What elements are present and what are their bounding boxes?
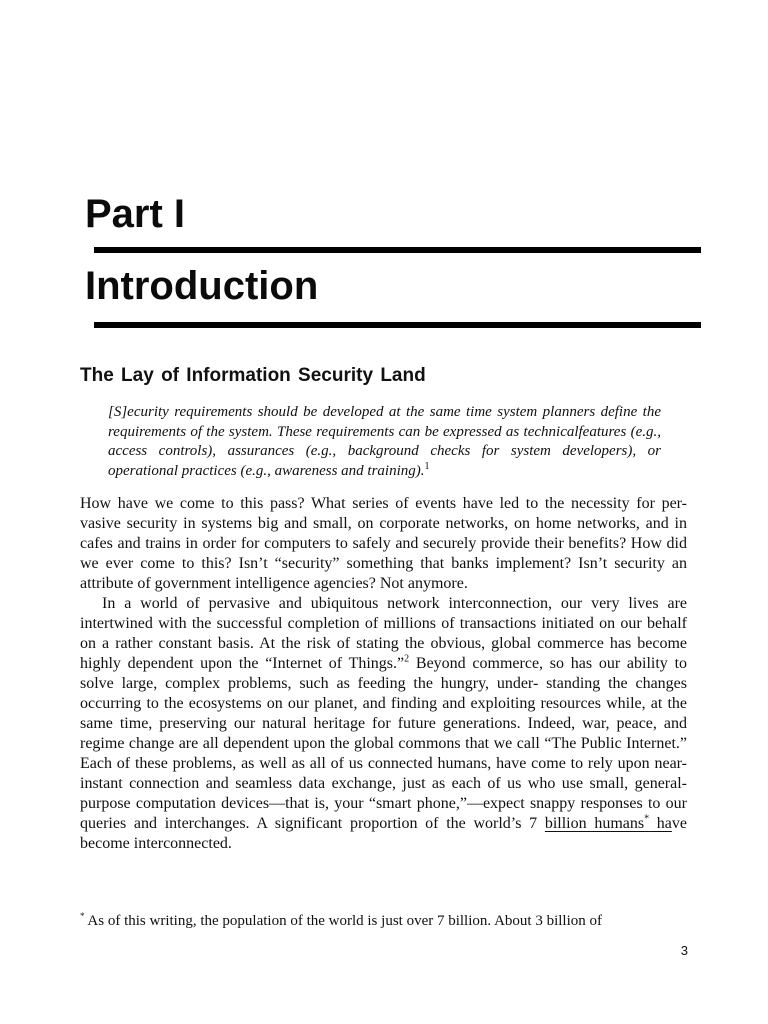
paragraph-2	[80, 594, 687, 854]
title-rule-bottom	[94, 322, 701, 328]
paragraph-2-text-a: In a world of pervasive and ubiquitous network interconnection, our very lives are intertwined with the successful completion of millions of transactions initiated on our behalf on a rather constant basis. At the risk of stating the obvious, global commerce has become highly dependent upon the “Internet of Things.”	[80, 595, 687, 672]
paragraph-1: How have we come to this pass? What series of events have led to the necessity for per- vasive security in systems big and small, on corporate networks, on home networks, and in cafes and trains in order for computers to safely and securely provide their benefits? How did we ever come to this? Isn’t “security” something that banks implement? Isn’t security an attribute of government intelligence agencies? Not anymore.	[80, 495, 687, 592]
footnote-reference-marker: *	[644, 813, 650, 825]
part-title: Part I	[85, 192, 186, 236]
epigraph-text: [S]ecurity requirements should be developed at the same time system planners define the requirements of the system. These requirements can be expressed as technicalfeatures (e.g., access controls), assurances (e.g., background checks for system developers), or operational practices (e.g., awareness and training).	[108, 404, 661, 479]
paragraph-2-text-b: Beyond commerce, so has our ability to solve large, complex problems, such as feeding the hungry, under- standing the changes occurring to the ecosystems on our planet, and finding and exploiting resources while, at the same time, preserving our natural heritage for future generations. Indeed, war, peace, and regime change are all dependent upon the global commons that we call “The Public Internet.” Each of these problems, as well as all of us connected humans, have come to rely upon near-instant connection and seamless data exchange, just as each of us who use small, general- purpose computation devices—that is, your “smart phone,”—expect snappy responses to our queries and interchanges. A significant proportion of the world’s 7	[80, 655, 688, 832]
underlined-phrase-tail: ha	[649, 815, 672, 832]
epigraph	[108, 403, 661, 481]
endnote-marker-2: 2	[404, 653, 410, 665]
section-heading: The Lay of Information Security Land	[80, 365, 426, 386]
underlined-phrase	[545, 815, 672, 832]
chapter-title: Introduction	[85, 264, 319, 308]
body-text	[80, 494, 687, 854]
footnote-marker: *	[80, 911, 85, 921]
epigraph-note-marker: 1	[424, 460, 430, 472]
underlined-phrase-text: billion humans	[544, 815, 645, 832]
footnote-text: As of this writing, the population of the world is just over 7 billion. About 3 billion of	[84, 913, 602, 929]
title-rule-top	[94, 247, 701, 253]
paragraph-2-text-c: ve become interconnected.	[80, 815, 687, 852]
footnote	[80, 911, 687, 931]
page-number: 3	[680, 943, 688, 958]
